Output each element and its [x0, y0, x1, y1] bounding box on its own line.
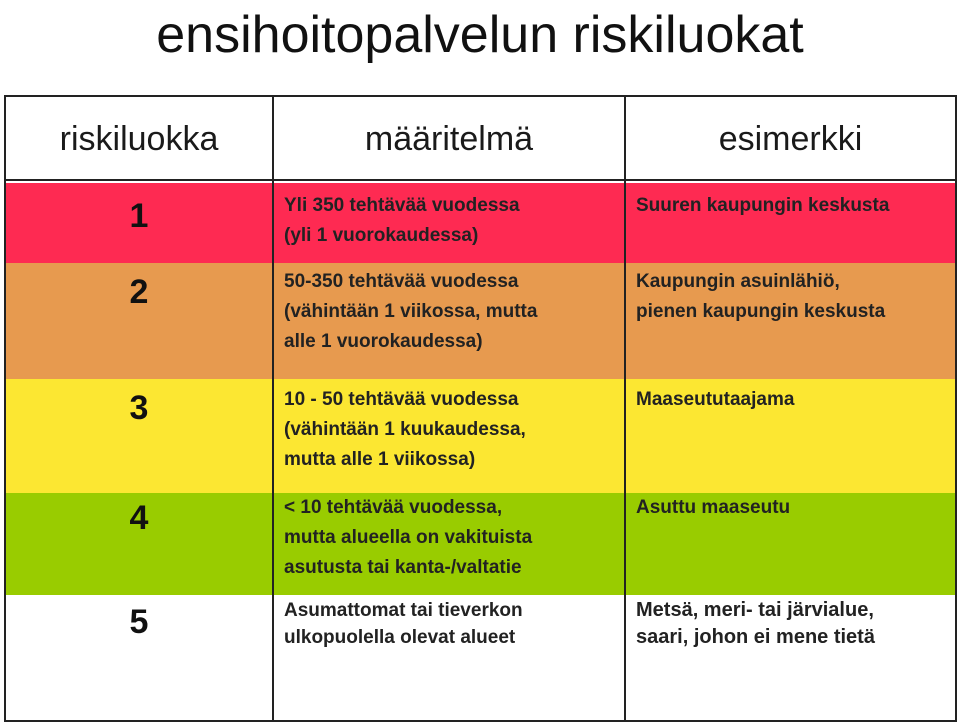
definition-line: (vähintään 1 viikossa, mutta — [284, 301, 538, 322]
column-divider — [624, 97, 626, 720]
definition-line: (vähintään 1 kuukaudessa, — [284, 419, 526, 440]
example-line: Maaseututaajama — [636, 389, 795, 410]
definition-line: alle 1 vuorokaudessa) — [284, 331, 483, 352]
definition-line: ulkopuolella olevat alueet — [284, 627, 516, 648]
class-number: 4 — [129, 499, 149, 537]
class-number: 2 — [129, 273, 149, 311]
definition-line: Asumattomat tai tieverkon — [284, 600, 523, 621]
example-line: Kaupungin asuinlähiö, — [636, 271, 840, 292]
risk-class-table — [4, 95, 957, 722]
table-row — [6, 595, 955, 720]
class-cell — [6, 595, 272, 720]
class-cell — [6, 493, 272, 595]
class-cell — [6, 263, 272, 379]
example-cell — [626, 493, 955, 595]
example-line: saari, johon ei mene tietä — [636, 626, 875, 648]
definition-cell — [274, 263, 624, 379]
class-number: 3 — [129, 389, 149, 427]
class-number: 5 — [129, 603, 149, 641]
header-maaritelma: määritelmä — [364, 120, 534, 158]
example-line: Suuren kaupungin keskusta — [636, 195, 890, 216]
example-cell — [626, 263, 955, 379]
table-header-row — [6, 97, 955, 181]
definition-line: 10 - 50 tehtävää vuodessa — [284, 389, 519, 410]
definition-line: (yli 1 vuorokaudessa) — [284, 225, 479, 246]
class-cell — [6, 379, 272, 493]
definition-cell — [274, 379, 624, 493]
definition-line: mutta alle 1 viikossa) — [284, 449, 476, 470]
table-row — [6, 183, 955, 263]
definition-line: asutusta tai kanta-/valtatie — [284, 557, 522, 578]
example-cell — [626, 183, 955, 263]
example-cell — [626, 595, 955, 720]
page-title: ensihoitopalvelun riskiluokat — [156, 6, 804, 64]
example-line: Metsä, meri- tai järvialue, — [636, 599, 874, 621]
definition-line: Yli 350 tehtävää vuodessa — [284, 195, 520, 216]
table-row — [6, 263, 955, 379]
example-line: Asuttu maaseutu — [636, 497, 791, 518]
table-row — [6, 493, 955, 595]
example-cell — [626, 379, 955, 493]
definition-cell — [274, 595, 624, 720]
column-divider — [272, 97, 274, 720]
definition-line: 50-350 tehtävää vuodessa — [284, 271, 519, 292]
header-riskiluokka: riskiluokka — [59, 120, 219, 158]
definition-cell — [274, 183, 624, 263]
table-row — [6, 379, 955, 493]
definition-cell — [274, 493, 624, 595]
class-cell — [6, 183, 272, 263]
class-number: 1 — [129, 197, 149, 235]
definition-line: < 10 tehtävää vuodessa, — [284, 497, 503, 518]
header-esimerkki: esimerkki — [718, 120, 863, 158]
example-line: pienen kaupungin keskusta — [636, 301, 886, 322]
definition-line: mutta alueella on vakituista — [284, 527, 533, 548]
